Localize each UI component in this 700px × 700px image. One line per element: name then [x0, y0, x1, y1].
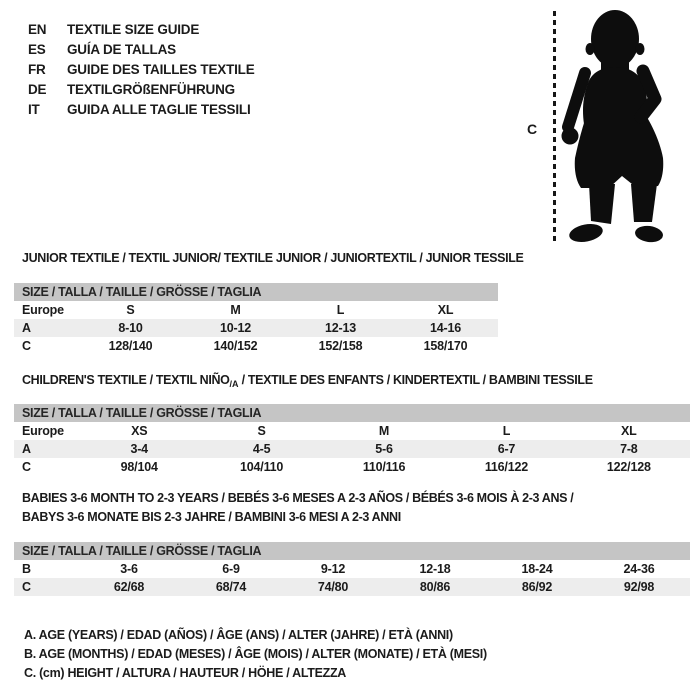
- size-cell: 158/170: [423, 339, 468, 353]
- size-cell: 116/122: [484, 460, 528, 474]
- language-code: ES: [28, 41, 46, 57]
- height-measure-label: C: [527, 121, 538, 137]
- size-table-header: SIZE / TALLA / TAILLE / GRÖSSE / TAGLIA: [14, 542, 690, 560]
- size-table-header: SIZE / TALLA / TAILLE / GRÖSSE / TAGLIA: [14, 283, 498, 301]
- size-cell: 12-13: [325, 321, 356, 335]
- language-label: TEXTILGRÖßENFÜHRUNG: [67, 82, 235, 98]
- size-cell: 86/92: [521, 580, 553, 594]
- size-cell: M: [378, 424, 390, 438]
- size-cell: 9-12: [320, 562, 346, 576]
- size-cell: 6-9: [222, 562, 240, 576]
- row-label: C: [22, 580, 31, 594]
- size-cell: L: [502, 424, 511, 438]
- size-cell: 6-7: [497, 442, 516, 456]
- table-row-height-cm: [14, 337, 498, 355]
- language-row-es: [28, 39, 255, 59]
- size-cell: 80/86: [419, 580, 451, 594]
- language-code: EN: [28, 21, 47, 37]
- language-row-it: [28, 100, 255, 120]
- language-row-en: [28, 19, 255, 39]
- title-subscript: /A: [229, 379, 239, 389]
- size-cell: 3-6: [120, 562, 138, 576]
- junior-size-table: [14, 283, 498, 355]
- row-label: C: [22, 339, 31, 353]
- table-row-europe: [14, 301, 498, 319]
- row-label: Europe: [22, 303, 64, 317]
- size-cell: 7-8: [620, 442, 638, 456]
- size-cell: 104/110: [240, 460, 284, 474]
- size-cell: 68/74: [215, 580, 247, 594]
- legend-age-years: A. AGE (YEARS) / EDAD (AÑOS) / ÂGE (ANS) / ALTER (JAHRE) / ETÀ (ANNI): [24, 627, 453, 642]
- row-label: C: [22, 460, 31, 474]
- size-cell: 18-24: [521, 562, 553, 576]
- size-cell: L: [336, 303, 345, 317]
- size-cell: 122/128: [606, 460, 651, 474]
- table-row-europe: [14, 422, 690, 440]
- size-cell: 62/68: [113, 580, 145, 594]
- size-cell: 10-12: [220, 321, 251, 335]
- language-list: [28, 19, 255, 120]
- language-code: IT: [28, 102, 40, 118]
- size-cell: 24-36: [623, 562, 655, 576]
- size-cell: 4-5: [252, 442, 271, 456]
- language-row-fr: [28, 59, 255, 79]
- table-row-age-years: [14, 319, 498, 337]
- size-cell: S: [126, 303, 135, 317]
- title-text: / TEXTILE DES ENFANTS / KINDERTEXTIL / BAMBINI TESSILE: [238, 373, 593, 387]
- size-cell: 5-6: [375, 442, 393, 456]
- size-cell: 98/104: [120, 460, 158, 474]
- size-cell: XL: [621, 424, 637, 438]
- language-row-de: [28, 80, 255, 100]
- size-cell: 92/98: [623, 580, 655, 594]
- language-label: GUÍA DE TALLAS: [67, 41, 176, 57]
- children-size-table: [14, 404, 690, 476]
- size-cell: S: [257, 424, 266, 438]
- size-cell: 8-10: [118, 321, 143, 335]
- size-cell: 12-18: [419, 562, 451, 576]
- size-cell: 152/158: [318, 339, 363, 353]
- row-label: A: [22, 442, 31, 456]
- size-cell: 3-4: [130, 442, 148, 456]
- size-cell: M: [230, 303, 241, 317]
- language-label: GUIDA ALLE TAGLIE TESSILI: [67, 102, 251, 118]
- size-cell: 14-16: [430, 321, 461, 335]
- table-row-age-months: [14, 560, 690, 578]
- table-row-height-cm: [14, 578, 690, 596]
- babies-section-title-line2: BABYS 3-6 MONATE BIS 2-3 JAHRE / BAMBINI 3-6 MESI A 2-3 ANNI: [22, 510, 401, 524]
- size-cell: 128/140: [108, 339, 153, 353]
- size-cell: XL: [437, 303, 454, 317]
- children-section-title: [22, 373, 593, 389]
- table-row-height-cm: [14, 458, 690, 476]
- toddler-silhouette-icon: [555, 6, 700, 251]
- table-row-age-years: [14, 440, 690, 458]
- language-code: DE: [28, 82, 47, 98]
- size-cell: XS: [131, 424, 148, 438]
- legend-height-cm: C. (cm) HEIGHT / ALTURA / HAUTEUR / HÖHE / ALTEZZA: [24, 666, 347, 681]
- row-label: B: [22, 562, 31, 576]
- babies-section-title-line1: BABIES 3-6 MONTH TO 2-3 YEARS / BEBÉS 3-6 MESES A 2-3 AÑOS / BÉBÉS 3-6 MOIS À 2-3 ANS /: [22, 491, 574, 505]
- size-cell: 140/152: [213, 339, 258, 353]
- size-table-header: SIZE / TALLA / TAILLE / GRÖSSE / TAGLIA: [14, 404, 690, 422]
- title-text: CHILDREN'S TEXTILE / TEXTIL NIÑO: [22, 373, 230, 387]
- size-cell: 110/116: [362, 460, 406, 474]
- junior-section-title: JUNIOR TEXTILE / TEXTIL JUNIOR/ TEXTILE JUNIOR / JUNIORTEXTIL / JUNIOR TESSILE: [22, 251, 524, 265]
- language-label: TEXTILE SIZE GUIDE: [67, 21, 200, 37]
- size-cell: 74/80: [317, 580, 349, 594]
- language-code: FR: [28, 61, 46, 77]
- language-label: GUIDE DES TAILLES TEXTILE: [67, 61, 255, 77]
- row-label: Europe: [22, 424, 64, 438]
- row-label: A: [22, 321, 31, 335]
- legend-age-months: B. AGE (MONTHS) / EDAD (MESES) / ÂGE (MOIS) / ALTER (MONATE) / ETÀ (MESI): [24, 647, 487, 662]
- babies-size-table: [14, 542, 690, 596]
- measurement-legend: [24, 625, 487, 683]
